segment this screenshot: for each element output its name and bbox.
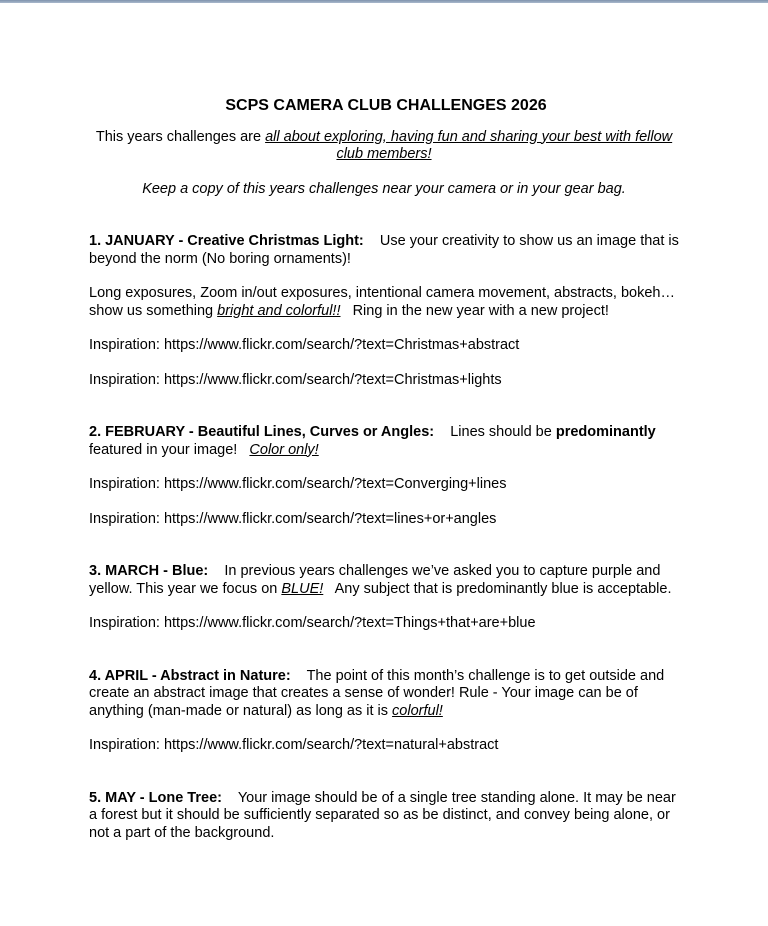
february-body-bold: predominantly bbox=[555, 424, 656, 440]
april-emphasis: colorful! bbox=[392, 702, 443, 719]
february-body-lead: Lines should be bbox=[450, 424, 556, 440]
february-paragraph bbox=[89, 424, 679, 459]
january-paragraph bbox=[89, 233, 679, 268]
march-body-tail: Any subject that is predominantly blue is acceptable. bbox=[334, 580, 672, 597]
february-body-mid: featured in your image! bbox=[89, 441, 238, 458]
january-paragraph-2 bbox=[89, 285, 679, 320]
february-heading: 2. FEBRUARY - Beautiful Lines, Curves or Angles: bbox=[89, 424, 435, 440]
keep-note: Keep a copy of this years challenges near your camera or in your gear bag. bbox=[142, 180, 626, 197]
april-heading: 4. APRIL - Abstract in Nature: bbox=[89, 667, 291, 684]
january-body: Use your creativity to show us an image that is beyond the norm (No boring ornaments)! bbox=[89, 233, 679, 267]
intro-paragraph bbox=[89, 129, 679, 164]
intro-emphasis: all about exploring, having fun and sharing your best with fellow club members! bbox=[265, 128, 673, 162]
march-heading: 3. MARCH - Blue: bbox=[89, 563, 209, 579]
january-p2-lead: Long exposures, Zoom in/out exposures, intentional camera movement, abstracts, bokeh…show us something bbox=[89, 285, 675, 319]
document-page bbox=[0, 3, 768, 926]
may-heading: 5. MAY - Lone Tree: bbox=[89, 789, 222, 806]
march-inspiration-1: Inspiration: https://www.flickr.com/search/?text=Things+that+are+blue bbox=[89, 615, 536, 631]
january-inspiration-2: Inspiration: https://www.flickr.com/search/?text=Christmas+lights bbox=[89, 371, 502, 388]
january-heading: 1. JANUARY - Creative Christmas Light: bbox=[89, 233, 364, 249]
page-title: SCPS CAMERA CLUB CHALLENGES 2026 bbox=[225, 97, 547, 114]
april-paragraph bbox=[89, 668, 679, 721]
march-paragraph bbox=[89, 563, 679, 598]
march-emphasis: BLUE! bbox=[281, 580, 324, 597]
january-p2-emphasis: bright and colorful!! bbox=[217, 302, 341, 319]
march-body-lead: In previous years challenges we’ve asked you to capture purple and yellow. This year we focus on bbox=[89, 563, 661, 597]
intro-lead: This years challenges are bbox=[95, 128, 266, 145]
april-inspiration-1: Inspiration: https://www.flickr.com/search/?text=natural+abstract bbox=[89, 737, 499, 753]
february-inspiration-1: Inspiration: https://www.flickr.com/search/?text=Converging+lines bbox=[89, 476, 507, 492]
january-inspiration-1: Inspiration: https://www.flickr.com/search/?text=Christmas+abstract bbox=[89, 337, 520, 353]
january-p2-tail: Ring in the new year with a new project! bbox=[352, 302, 609, 319]
april-body-lead: The point of this month’s challenge is to get outside and create an abstract image that creates a sense of wonder! Rule - Your image can be of anything (man-made or natural) as long as it is bbox=[89, 667, 665, 719]
may-paragraph bbox=[89, 790, 679, 843]
february-inspiration-2: Inspiration: https://www.flickr.com/search/?text=lines+or+angles bbox=[89, 510, 497, 527]
february-emphasis: Color only! bbox=[249, 441, 319, 458]
may-body: Your image should be of a single tree standing alone. It may be near a forest but it should be sufficiently separated so as be distinct, and convey being alone, or not a part of the background. bbox=[89, 789, 676, 841]
document-content bbox=[89, 97, 679, 842]
